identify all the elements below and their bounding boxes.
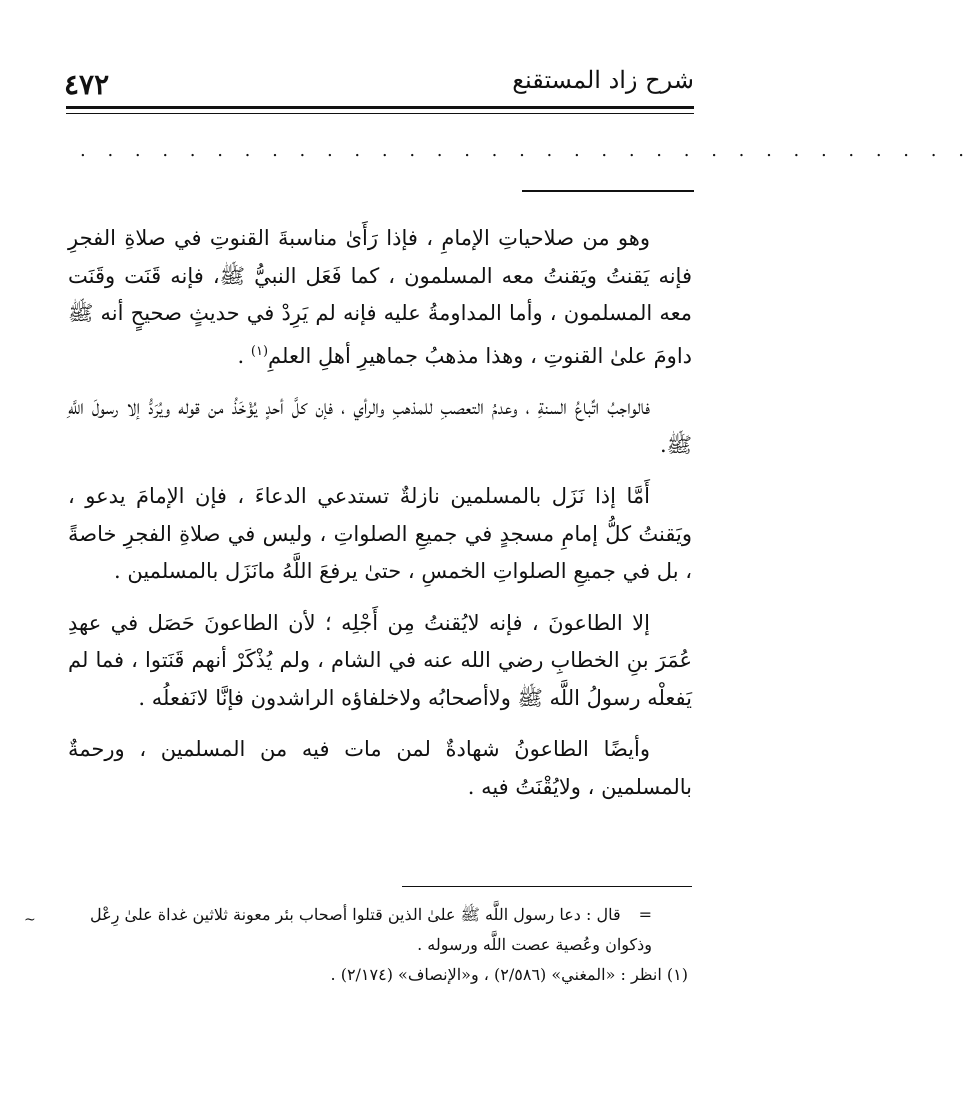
page-header	[62, 64, 694, 101]
paragraph: وهو من صلاحياتِ الإمامِ ، فإذا رَأَىٰ مناسبةَ القنوتِ في صلاةِ الفجرِ فإنه يَقنتُ ويَقنتُ معه المسلمون ، كما فَعَل النبيُّ ﷺ، فإنه قَنَت وقَنَت معه المسلمون ، وأما المداومةُ عليه فإنه لم يَرِدْ في حديثٍ صحيحٍ أنه ﷺ داومَ علىٰ القنوتِ ، وهذا مذهبُ جماهيرِ أهلِ العلمِ$^{(١)}$ .	[68, 226, 692, 368]
paragraph: وأيضًا الطاعونُ شهادةٌ لمن مات فيه من المسلمين ، ورحمةٌ بالمسلمين ، ولايُقْنَتُ فيه .	[68, 737, 692, 799]
ellipsis-dots: . . . . . . . . . . . . . . . . . . . . . . . . . . . . . . . . .	[80, 140, 972, 161]
margin-mark: ~	[24, 912, 36, 928]
paragraph: إلا الطاعونَ ، فإنه لايُقنتُ مِن أَجْلِه ؛ لأن الطاعونَ حَصَل في عهدِ عُمَرَ بنِ الخطابِ رضي الله عنه في الشام ، ولم يُذْكَرْ أنهم قَنَتوا ، فما لم يَفعلْه رسولُ اللَّه ﷺ ولاأصحابُه ولاخلفاؤه الراشدون فإنَّا لانَفعلُه .	[68, 610, 692, 710]
paragraph: أَمَّا إذا نَزَل بالمسلمين نازلةٌ تستدعي الدعاءَ ، فإن الإمامَ يدعو ، ويَقنتُ كلُّ إمامِ مسجدٍ في جميعِ الصلواتِ ، وليس في صلاةِ الفجرِ خاصةً ، بل في جميعِ الصلواتِ الخمسِ ، حتىٰ يرفعَ اللَّهُ مانَزَل بالمسلمين .	[68, 484, 692, 583]
main-text	[68, 220, 692, 820]
footnotes	[70, 900, 688, 990]
footnote-ref[interactable]: (١)	[250, 343, 269, 359]
section-rule	[522, 190, 694, 192]
page-number: ٤٧٢	[64, 68, 110, 101]
footnote-1: (١) انظر : «المغني» (٢/٥٨٦) ، و«الإنصاف» (٢/١٧٤) .	[330, 965, 688, 984]
paragraph: فالواجبُ اتِّباعُ السنةِ ، وعدمُ التعصبِ للمذهبِ والرأي ، فإن كلَّ أحدٍ يُؤْخَذُ من قوله ويُرَدُّ إلا رسولَ اللَّهِ ﷺ.	[68, 395, 692, 457]
continuation-marker: =	[638, 905, 652, 924]
running-title: شرح زاد المستقنع	[512, 66, 694, 94]
footnote-continuation: =قال : دعا رسول اللَّه ﷺ علىٰ الذين قتلوا أصحاب بئر معونة ثلاثين غداة علىٰ رِعْل وذكوان وعُصية عصت اللَّه ورسوله .	[70, 900, 688, 960]
header-rule	[66, 106, 694, 114]
footnote-rule	[402, 886, 692, 887]
